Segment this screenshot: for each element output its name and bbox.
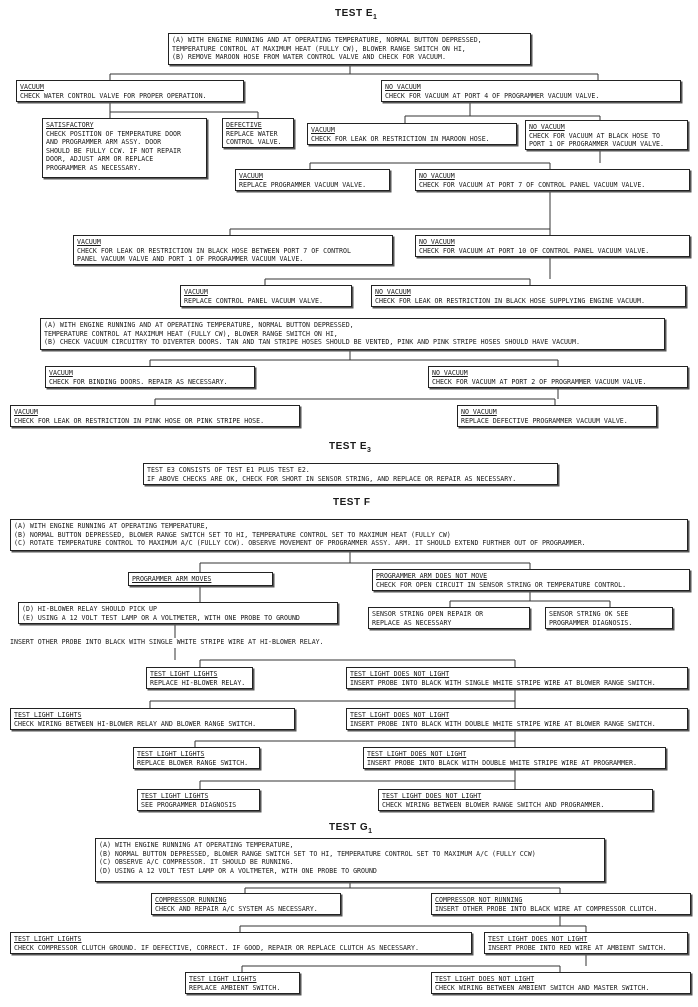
box-heading: DEFECTIVE [226, 121, 262, 129]
flow-box-f-ll3 [133, 747, 260, 769]
flow-box-g-nl1 [484, 932, 688, 954]
box-heading: NO VACUUM [385, 83, 421, 91]
box-line: CHECK FOR LEAK OR RESTRICTION IN BLACK HOSE BETWEEN PORT 7 OF CONTROL [77, 246, 351, 255]
test-title-e1 [335, 8, 377, 21]
box-heading: NO VACUUM [419, 172, 455, 180]
flow-box-e1-novac [381, 80, 681, 102]
flow-box-g-run [151, 893, 341, 915]
box-heading: NO VACUUM [432, 369, 468, 377]
flow-box-e1-vac2 [307, 123, 517, 145]
flow-box-f-ll4 [137, 789, 260, 811]
box-line: CHECK FOR VACUUM AT PORT 7 OF CONTROL PANEL VACUUM VALVE. [419, 180, 646, 189]
box-line: INSERT PROBE INTO BLACK WITH DOUBLE WHITE STRIPE WIRE AT PROGRAMMER. [367, 758, 637, 767]
box-line: TEST E3 CONSISTS OF TEST E1 PLUS TEST E2. [147, 466, 310, 474]
box-heading: VACUUM [77, 238, 101, 246]
box-line: REPLACE DEFECTIVE PROGRAMMER VACUUM VALVE. [461, 416, 628, 425]
box-line: PORT 1 OF PROGRAMMER VACUUM VALVE. [529, 140, 664, 149]
test-title-text: TEST E [329, 441, 368, 452]
box-heading: VACUUM [184, 288, 208, 296]
flow-box-e1-vac4 [73, 235, 393, 265]
box-line: INSERT PROBE INTO RED WIRE AT AMBIENT SWITCH. [488, 943, 667, 952]
box-line: CHECK WIRING BETWEEN HI-BLOWER RELAY AND BLOWER RANGE SWITCH. [14, 719, 257, 728]
box-line: IF ABOVE CHECKS ARE OK, CHECK FOR SHORT IN SENSOR STRING, AND REPLACE OR REPAIR AS NECESSARY. [147, 474, 517, 483]
box-line: INSERT PROBE INTO BLACK WITH SINGLE WHITE STRIPE WIRE AT BLOWER RANGE SWITCH. [350, 678, 656, 687]
box-line: REPLACE CONTROL PANEL VACUUM VALVE. [184, 296, 323, 305]
box-line: CHECK POSITION OF TEMPERATURE DOOR [46, 129, 181, 138]
box-heading: VACUUM [20, 83, 44, 91]
box-heading: TEST LIGHT DOES NOT LIGHT [350, 711, 450, 719]
flow-box-e1-novac3 [415, 169, 690, 191]
box-line: SHOULD BE FULLY CCW. IF NOT REPAIR [46, 146, 181, 155]
box-line: CHECK FOR VACUUM AT PORT 10 OF CONTROL PANEL VACUUM VALVE. [419, 246, 650, 255]
flow-box-g-ll2 [185, 972, 300, 994]
flow-box-e1-sat [42, 118, 207, 178]
flow-box-g-ll1 [10, 932, 472, 954]
box-heading: NO VACUUM [375, 288, 411, 296]
box-line: (A) WITH ENGINE RUNNING AND AT OPERATING TEMPERATURE, NORMAL BUTTON DEPRESSED, [172, 36, 482, 44]
flow-instruction-text: INSERT OTHER PROBE INTO BLACK WITH SINGLE WHITE STRIPE WIRE AT HI-BLOWER RELAY. [10, 638, 324, 646]
test-title-g1 [329, 822, 373, 835]
flow-box-f-nl1 [346, 667, 688, 689]
box-line: INSERT PROBE INTO BLACK WITH DOUBLE WHITE STRIPE WIRE AT BLOWER RANGE SWITCH. [350, 719, 656, 728]
box-line: CHECK FOR LEAK OR RESTRICTION IN MAROON HOSE. [311, 134, 490, 143]
flow-box-e2-novac [428, 366, 688, 388]
box-line: (B) NORMAL BUTTON DEPRESSED, BLOWER RANGE SWITCH SET TO HI, TEMPERATURE CONTROL SET TO MAXIMUM HEAT (FULLY CW) [14, 530, 451, 539]
box-line: (A) WITH ENGINE RUNNING AND AT OPERATING TEMPERATURE, NORMAL BUTTON DEPRESSED, [44, 321, 354, 329]
flow-box-f-nl3 [363, 747, 666, 769]
flow-box-g-a [95, 838, 605, 882]
flow-box-f-nl2 [346, 708, 688, 730]
box-line: SENSOR STRING OPEN REPAIR OR [372, 610, 484, 618]
flow-box-f-sok [545, 607, 673, 629]
box-heading: VACUUM [14, 408, 38, 416]
box-line: (D) HI-BLOWER RELAY SHOULD PICK UP [22, 605, 157, 613]
flow-box-e1-def [222, 118, 294, 148]
box-line: CHECK FOR OPEN CIRCUIT IN SENSOR STRING OR TEMPERATURE CONTROL. [376, 580, 627, 589]
flow-box-e2-novac2 [457, 405, 657, 427]
flow-box-e1-vac3 [235, 169, 390, 191]
box-line: (C) ROTATE TEMPERATURE CONTROL TO MAXIMUM A/C (FULLY CCW). OBSERVE MOVEMENT OF PROGRAMMER ASSY. ARM. IT SHOULD EXTEND FURTHER OUT OF PROGRAMMER. [14, 539, 586, 548]
box-line: (C) OBSERVE A/C COMPRESSOR. IT SHOULD BE RUNNING. [99, 858, 294, 867]
box-line: DOOR, ADJUST ARM OR REPLACE [46, 155, 154, 164]
test-title-text: TEST G [329, 822, 369, 833]
box-heading: TEST LIGHT DOES NOT LIGHT [367, 750, 467, 758]
test-title-subscript: 1 [368, 828, 373, 835]
flow-box-g-nl2 [431, 972, 691, 994]
box-line: REPLACE HI-BLOWER RELAY. [150, 678, 246, 687]
box-heading: VACUUM [239, 172, 263, 180]
box-line: TEMPERATURE CONTROL AT MAXIMUM HEAT (FULLY CW), BLOWER RANGE SWITCH ON HI, [172, 44, 466, 53]
box-line: REPLACE BLOWER RANGE SWITCH. [137, 758, 249, 767]
box-heading: PROGRAMMER ARM MOVES [132, 575, 212, 583]
box-line: CHECK FOR VACUUM AT PORT 2 OF PROGRAMMER VACUUM VALVE. [432, 377, 647, 386]
box-line: INSERT OTHER PROBE INTO BLACK WIRE AT COMPRESSOR CLUTCH. [435, 904, 658, 913]
box-heading: TEST LIGHT DOES NOT LIGHT [382, 792, 482, 800]
box-heading: TEST LIGHT LIGHTS [141, 792, 209, 800]
box-line: CHECK WATER CONTROL VALVE FOR PROPER OPERATION. [20, 91, 207, 100]
box-heading: PROGRAMMER ARM DOES NOT MOVE [376, 572, 488, 580]
box-line: CHECK AND REPAIR A/C SYSTEM AS NECESSARY. [155, 904, 318, 913]
box-line: TEMPERATURE CONTROL AT MAXIMUM HEAT (FULLY CW), BLOWER RANGE SWITCH ON HI, [44, 329, 338, 338]
box-heading: NO VACUUM [419, 238, 455, 246]
box-line: AND PROGRAMMER ARM ASSY. DOOR [46, 138, 162, 147]
box-heading: TEST LIGHT DOES NOT LIGHT [488, 935, 588, 943]
box-heading: VACUUM [311, 126, 335, 134]
box-heading: TEST LIGHT DOES NOT LIGHT [435, 975, 535, 983]
box-line: CHECK FOR VACUUM AT BLACK HOSE TO [529, 131, 661, 140]
flow-box-e2-vac2 [10, 405, 300, 427]
box-line: (A) WITH ENGINE RUNNING AT OPERATING TEMPERATURE, [14, 522, 209, 530]
test-title-e3 [329, 441, 371, 454]
box-line: REPLACE AS NECESSARY [372, 618, 452, 627]
box-heading: TEST LIGHT LIGHTS [14, 711, 82, 719]
flow-box-f-sopen [368, 607, 530, 629]
box-line: CHECK COMPRESSOR CLUTCH GROUND. IF DEFECTIVE, CORRECT. IF GOOD, REPAIR OR REPLACE CLUTCH AS NECESSARY. [14, 943, 419, 952]
box-line: (B) CHECK VACUUM CIRCUITRY TO DIVERTER DOORS. TAN AND TAN STRIPE HOSES SHOULD BE VENTED, PINK AND PINK STRIPE HOSES SHOULD HAVE VACUUM. [44, 338, 580, 347]
box-line: (B) REMOVE MAROON HOSE FROM WATER CONTROL VALVE AND CHECK FOR VACUUM. [172, 53, 446, 62]
flow-box-f-nl4 [378, 789, 653, 811]
box-line: PROGRAMMER AS NECESSARY. [46, 163, 142, 172]
test-title-text: TEST F [333, 497, 371, 508]
box-line: CHECK FOR BINDING DOORS. REPAIR AS NECESSARY. [49, 377, 228, 386]
flow-box-g-notrun [431, 893, 691, 915]
flow-box-f-ll2 [10, 708, 295, 730]
flow-box-e1-novac5 [371, 285, 686, 307]
box-line: CHECK WIRING BETWEEN BLOWER RANGE SWITCH AND PROGRAMMER. [382, 800, 605, 809]
flow-box-f-moves [128, 572, 273, 586]
box-heading: TEST LIGHT LIGHTS [137, 750, 205, 758]
flow-box-e2-vac [45, 366, 255, 388]
box-line: CHECK FOR LEAK OR RESTRICTION IN BLACK HOSE SUPPLYING ENGINE VACUUM. [375, 296, 645, 305]
box-line: CHECK FOR LEAK OR RESTRICTION IN PINK HOSE OR PINK STRIPE HOSE. [14, 416, 265, 425]
box-heading: COMPRESSOR RUNNING [155, 896, 227, 904]
box-line: CONTROL VALVE. [226, 138, 282, 147]
box-line: PANEL VACUUM VALVE AND PORT 1 OF PROGRAMMER VACUUM VALVE. [77, 255, 304, 264]
box-heading: TEST LIGHT LIGHTS [189, 975, 257, 983]
flow-box-f-d [18, 602, 338, 624]
test-title-text: TEST E [335, 8, 374, 19]
box-line: SEE PROGRAMMER DIAGNOSIS [141, 800, 237, 809]
box-line: PROGRAMMER DIAGNOSIS. [549, 618, 633, 627]
flow-box-e1-novac2 [525, 120, 688, 150]
flow-box-e1-novac4 [415, 235, 690, 257]
box-heading: TEST LIGHT DOES NOT LIGHT [350, 670, 450, 678]
box-line: (B) NORMAL BUTTON DEPRESSED, BLOWER RANGE SWITCH SET TO HI, TEMPERATURE CONTROL SET TO MAXIMUM A/C (FULLY CCW) [99, 849, 536, 858]
test-title-subscript: 1 [373, 14, 378, 21]
box-line: SENSOR STRING OK SEE [549, 610, 629, 618]
flow-box-e1-a [168, 33, 531, 65]
test-title-f [333, 497, 370, 508]
box-heading: VACUUM [49, 369, 73, 377]
flow-box-f-notmove [372, 569, 690, 591]
box-line: (A) WITH ENGINE RUNNING AT OPERATING TEMPERATURE, [99, 841, 294, 849]
box-heading: SATISFACTORY [46, 121, 94, 129]
box-heading: TEST LIGHT LIGHTS [150, 670, 218, 678]
flow-box-e1-vac5 [180, 285, 352, 307]
box-line: CHECK FOR VACUUM AT PORT 4 OF PROGRAMMER VACUUM VALVE. [385, 91, 600, 100]
box-line: CHECK WIRING BETWEEN AMBIENT SWITCH AND MASTER SWITCH. [435, 983, 650, 992]
test-title-subscript: 3 [367, 447, 372, 454]
box-line: REPLACE AMBIENT SWITCH. [189, 983, 281, 992]
box-line: REPLACE WATER [226, 129, 278, 138]
flow-box-f-a [10, 519, 688, 551]
box-heading: NO VACUUM [461, 408, 497, 416]
flow-box-e2-a [40, 318, 665, 350]
box-line: REPLACE PROGRAMMER VACUUM VALVE. [239, 180, 367, 189]
flow-box-f-ll1 [146, 667, 253, 689]
box-line: (E) USING A 12 VOLT TEST LAMP OR A VOLTMETER, WITH ONE PROBE TO GROUND [22, 613, 300, 622]
flow-box-e3-a [143, 463, 558, 485]
box-heading: TEST LIGHT LIGHTS [14, 935, 82, 943]
box-line: (D) USING A 12 VOLT TEST LAMP OR A VOLTMETER, WITH ONE PROBE TO GROUND [99, 866, 377, 875]
box-heading: COMPRESSOR NOT RUNNING [435, 896, 523, 904]
flow-box-e1-vac [16, 80, 244, 102]
box-heading: NO VACUUM [529, 123, 565, 131]
